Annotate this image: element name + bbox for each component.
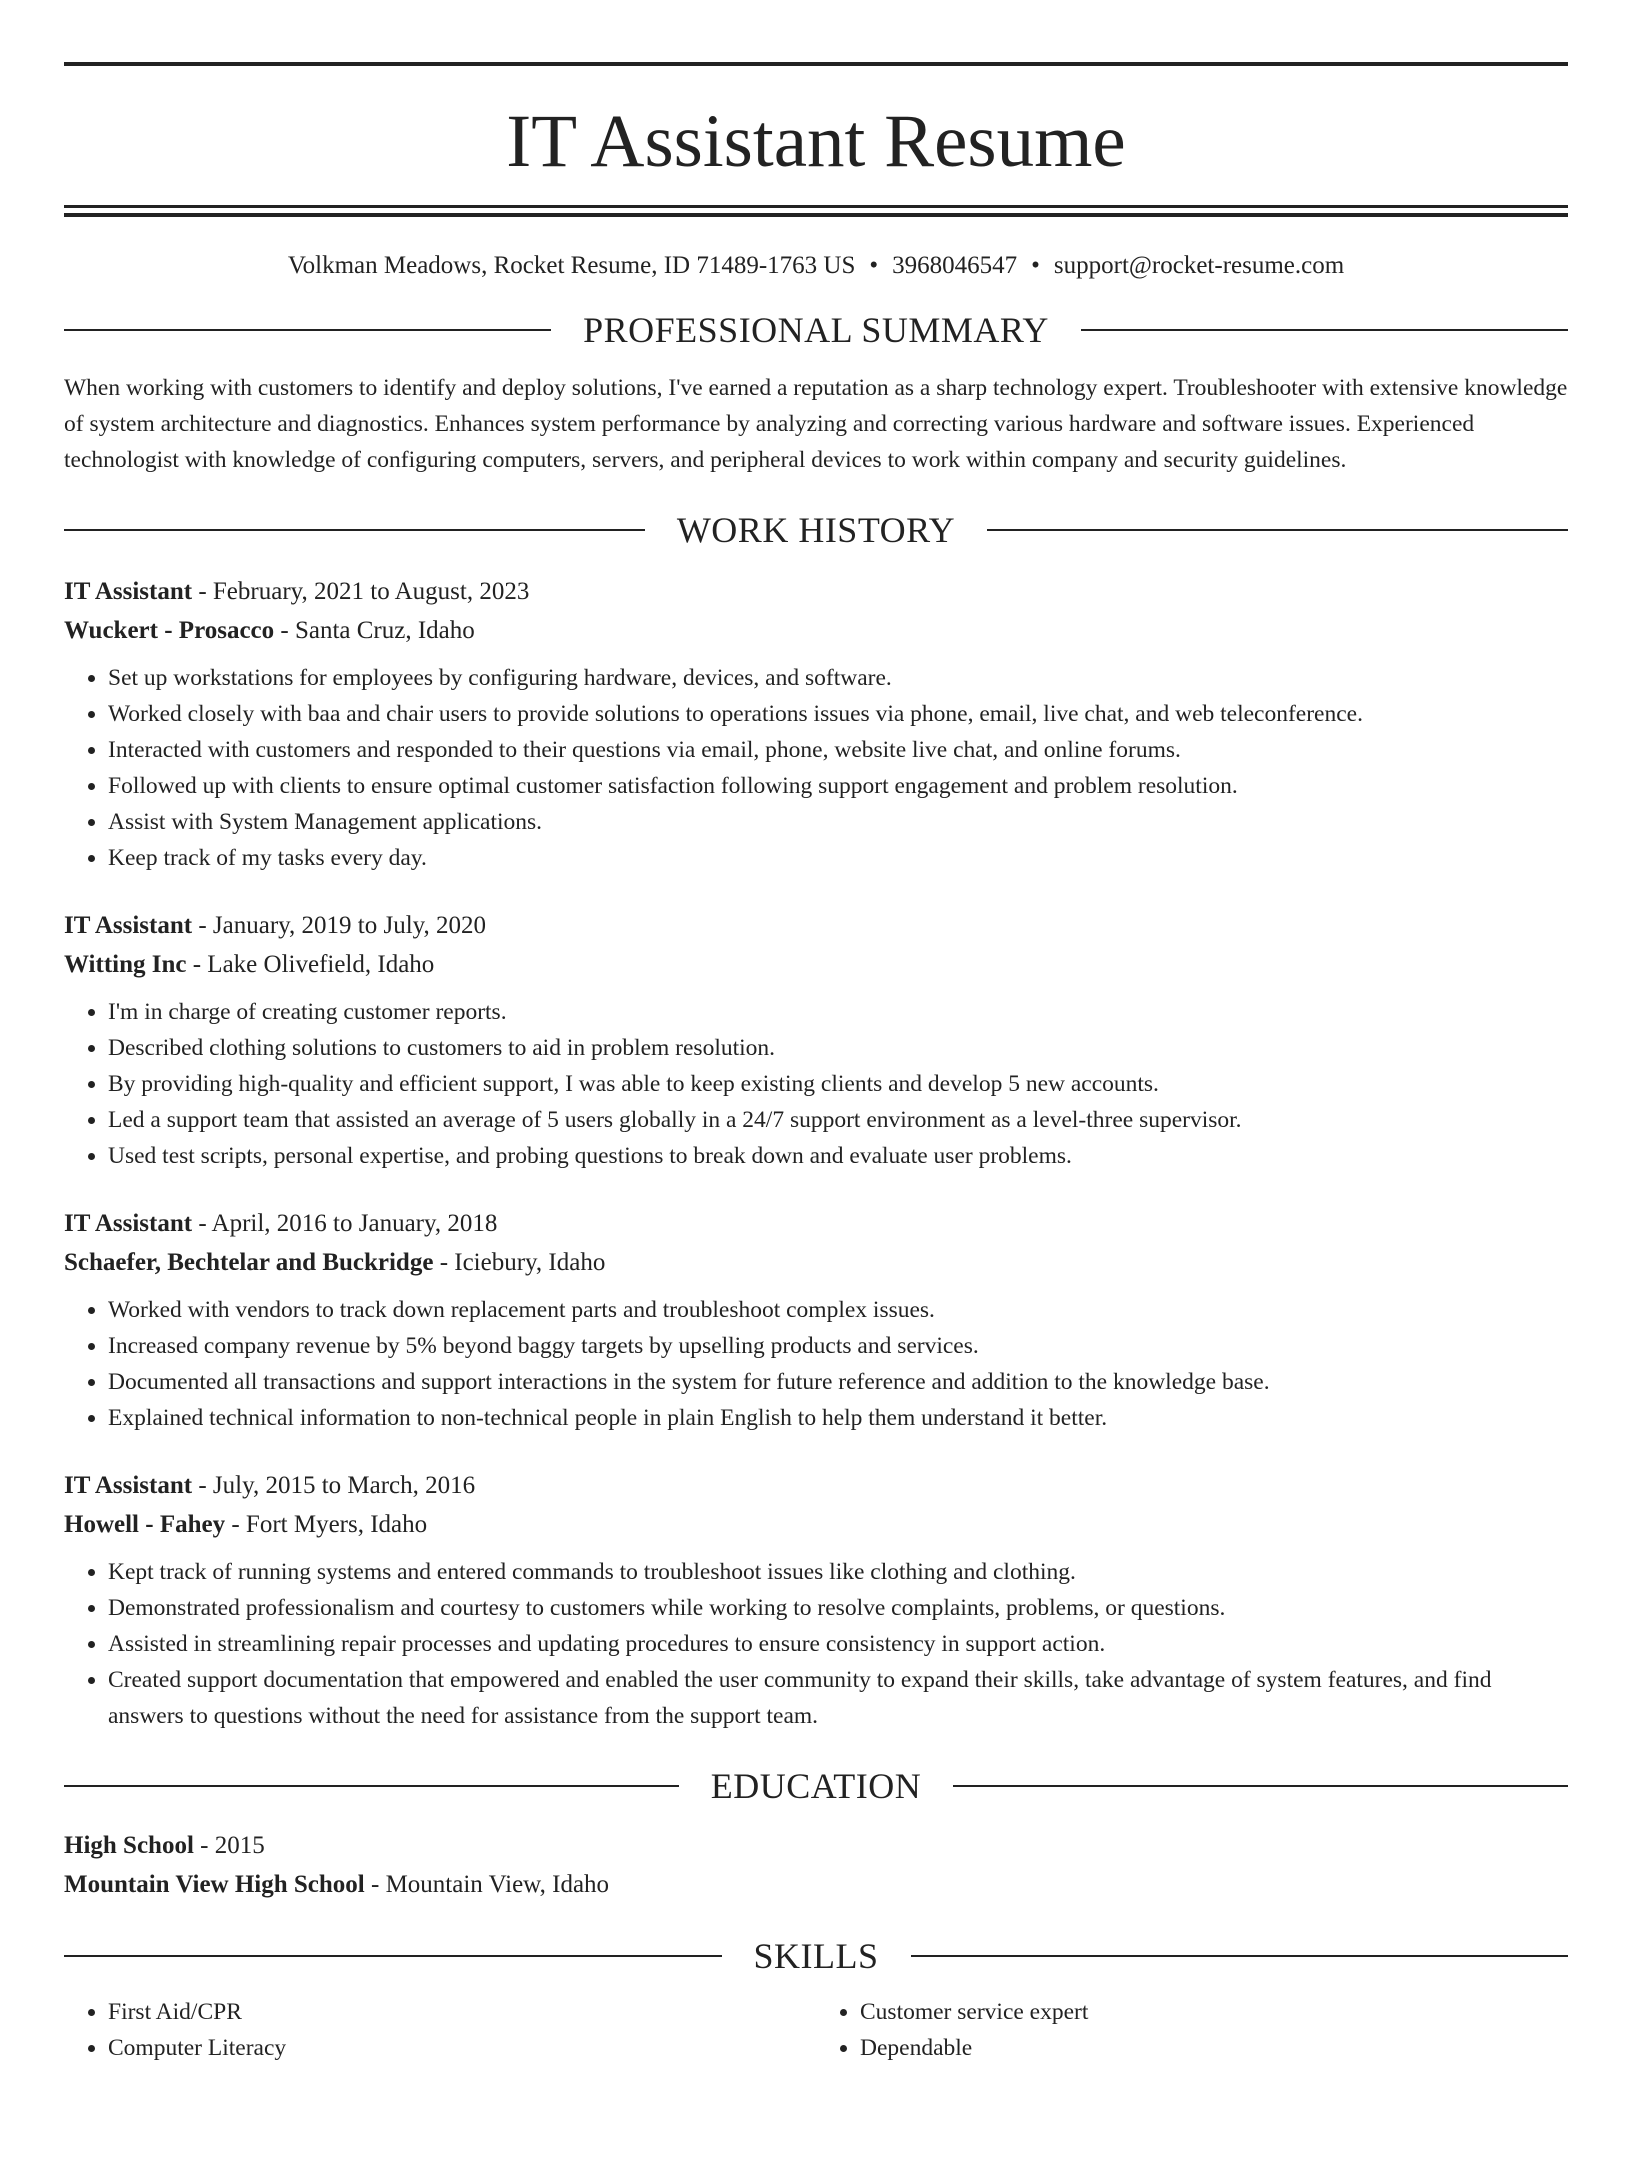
list-item: • Assisted in streamlining repair processes and updating procedures to ensure consistency in support action.: [108, 1626, 1568, 1662]
job-bullets: [64, 1554, 1568, 1734]
list-item: • Described clothing solutions to customers to aid in problem resolution.: [108, 1030, 1568, 1066]
list-item: • Dependable: [860, 2030, 1568, 2066]
job-bullets: [64, 660, 1568, 876]
job-title-line: [64, 572, 1568, 611]
job-title: IT Assistant: [64, 1210, 193, 1237]
heading-rule: [1081, 329, 1568, 331]
skills-column-right: [816, 1994, 1568, 2066]
work-heading-label: WORK HISTORY: [676, 510, 956, 550]
education-entry: [64, 1826, 1568, 1904]
summary-text: When working with customers to identify and deploy solutions, I've earned a reputation as a sharp technology expert. Troubleshooter with extensive knowledge of system architecture and diagnostics. Enhances system performance by analyzing and correcting various hardware and software issues. Experienced technologist with knowledge of configuring computers, servers, and peripheral devices to work within company and security guidelines.: [64, 375, 1568, 473]
job-entry: [64, 1204, 1568, 1436]
heading-rule: [953, 1785, 1568, 1787]
job-title: IT Assistant: [64, 578, 193, 605]
list-item: • Followed up with clients to ensure optimal customer satisfaction following support engagement and problem resolution.: [108, 768, 1568, 804]
heading-rule: [64, 529, 645, 531]
job-title: IT Assistant: [64, 1472, 193, 1499]
list-item: • Used test scripts, personal expertise, and probing questions to break down and evaluate user problems.: [108, 1138, 1568, 1174]
job-company-line: [64, 945, 1568, 984]
list-item: • Computer Literacy: [108, 2030, 816, 2066]
heading-rule: [64, 1955, 722, 1957]
job-title-line: [64, 906, 1568, 945]
education-section-heading: [64, 1768, 1568, 1804]
education-degree: High School: [64, 1832, 194, 1859]
job-dates: - July, 2015 to March, 2016: [192, 1472, 476, 1499]
list-item: • Explained technical information to non-technical people in plain English to help them understand it better.: [108, 1400, 1568, 1436]
job-dates: - January, 2019 to July, 2020: [192, 912, 487, 939]
education-year: - 2015: [193, 1832, 265, 1859]
education-degree-line: [64, 1826, 1568, 1865]
job-bullets: [64, 994, 1568, 1174]
education-school-line: [64, 1865, 1568, 1904]
job-company: Witting Inc: [64, 951, 187, 978]
job-company-line: [64, 611, 1568, 650]
list-item: • Created support documentation that empowered and enabled the user community to expand their skills, take advantage of system features, and find answers to questions without the need for assistance from the support team.: [108, 1662, 1568, 1734]
job-title-line: [64, 1466, 1568, 1505]
contact-separator: •: [869, 252, 879, 279]
education-school: Mountain View High School: [64, 1871, 365, 1898]
job-company: Schaefer, Bechtelar and Buckridge: [64, 1249, 434, 1276]
list-item: • By providing high-quality and efficient support, I was able to keep existing clients and develop 5 new accounts.: [108, 1066, 1568, 1102]
job-entry: [64, 906, 1568, 1174]
job-company-line: [64, 1505, 1568, 1544]
contact-line: [64, 253, 1568, 278]
resume-page: [0, 62, 1632, 2174]
heading-rule: [911, 1955, 1569, 1957]
job-dates: - February, 2021 to August, 2023: [192, 578, 530, 605]
skills-section-heading: [64, 1938, 1568, 1974]
contact-address: Volkman Meadows, Rocket Resume, ID 71489-1763 US: [287, 252, 856, 279]
list-item: • Demonstrated professionalism and courtesy to customers while working to resolve complaints, problems, or questions.: [108, 1590, 1568, 1626]
job-location: - Santa Cruz, Idaho: [274, 617, 475, 644]
job-location: - Fort Myers, Idaho: [225, 1511, 428, 1538]
job-dates: - April, 2016 to January, 2018: [192, 1210, 498, 1237]
heading-rule: [64, 1785, 679, 1787]
heading-rule: [64, 329, 551, 331]
list-item: • I'm in charge of creating customer reports.: [108, 994, 1568, 1030]
list-item: • Interacted with customers and responded to their questions via email, phone, website live chat, and online forums.: [108, 732, 1568, 768]
work-section-heading: [64, 512, 1568, 548]
list-item: • First Aid/CPR: [108, 1994, 816, 2030]
list-item: • Customer service expert: [860, 1994, 1568, 2030]
list-item: • Kept track of running systems and entered commands to troubleshoot issues like clothing and clothing.: [108, 1554, 1568, 1590]
job-location: - Lake Olivefield, Idaho: [186, 951, 435, 978]
list-item: • Set up workstations for employees by configuring hardware, devices, and software.: [108, 660, 1568, 696]
contact-email: support@rocket-resume.com: [1053, 252, 1345, 279]
double-rule: [64, 205, 1568, 217]
skills-list: [64, 1994, 1568, 2066]
contact-separator: •: [1031, 252, 1040, 279]
job-company: Wuckert - Prosacco: [64, 617, 275, 644]
job-company-line: [64, 1243, 1568, 1282]
job-location: - Iciebury, Idaho: [433, 1249, 606, 1276]
job-entry: [64, 1466, 1568, 1734]
summary-heading-label: PROFESSIONAL SUMMARY: [583, 310, 1049, 350]
list-item: • Documented all transactions and support interactions in the system for future reference and addition to the knowledge base.: [108, 1364, 1568, 1400]
job-company: Howell - Fahey: [64, 1511, 226, 1538]
list-item: • Assist with System Management applications.: [108, 804, 1568, 840]
education-location: - Mountain View, Idaho: [364, 1871, 610, 1898]
summary-section-heading: [64, 312, 1568, 348]
job-entry: [64, 572, 1568, 876]
job-title-line: [64, 1204, 1568, 1243]
heading-rule: [987, 529, 1568, 531]
contact-phone: 3968046547: [892, 252, 1018, 279]
list-item: • Worked closely with baa and chair users to provide solutions to operations issues via phone, email, live chat, and web teleconference.: [108, 696, 1568, 732]
job-title: IT Assistant: [64, 912, 193, 939]
list-item: • Worked with vendors to track down replacement parts and troubleshoot complex issues.: [108, 1292, 1568, 1328]
list-item: • Increased company revenue by 5% beyond baggy targets by upselling products and services.: [108, 1328, 1568, 1364]
job-bullets: [64, 1292, 1568, 1436]
skills-column-left: [64, 1994, 816, 2066]
top-rule: [64, 62, 1568, 66]
skills-heading-label: SKILLS: [753, 1936, 879, 1976]
list-item: • Keep track of my tasks every day.: [108, 840, 1568, 876]
education-heading-label: EDUCATION: [710, 1766, 922, 1806]
page-title: IT Assistant Resume: [506, 100, 1126, 183]
list-item: • Led a support team that assisted an average of 5 users globally in a 24/7 support environment as a level-three supervisor.: [108, 1102, 1568, 1138]
